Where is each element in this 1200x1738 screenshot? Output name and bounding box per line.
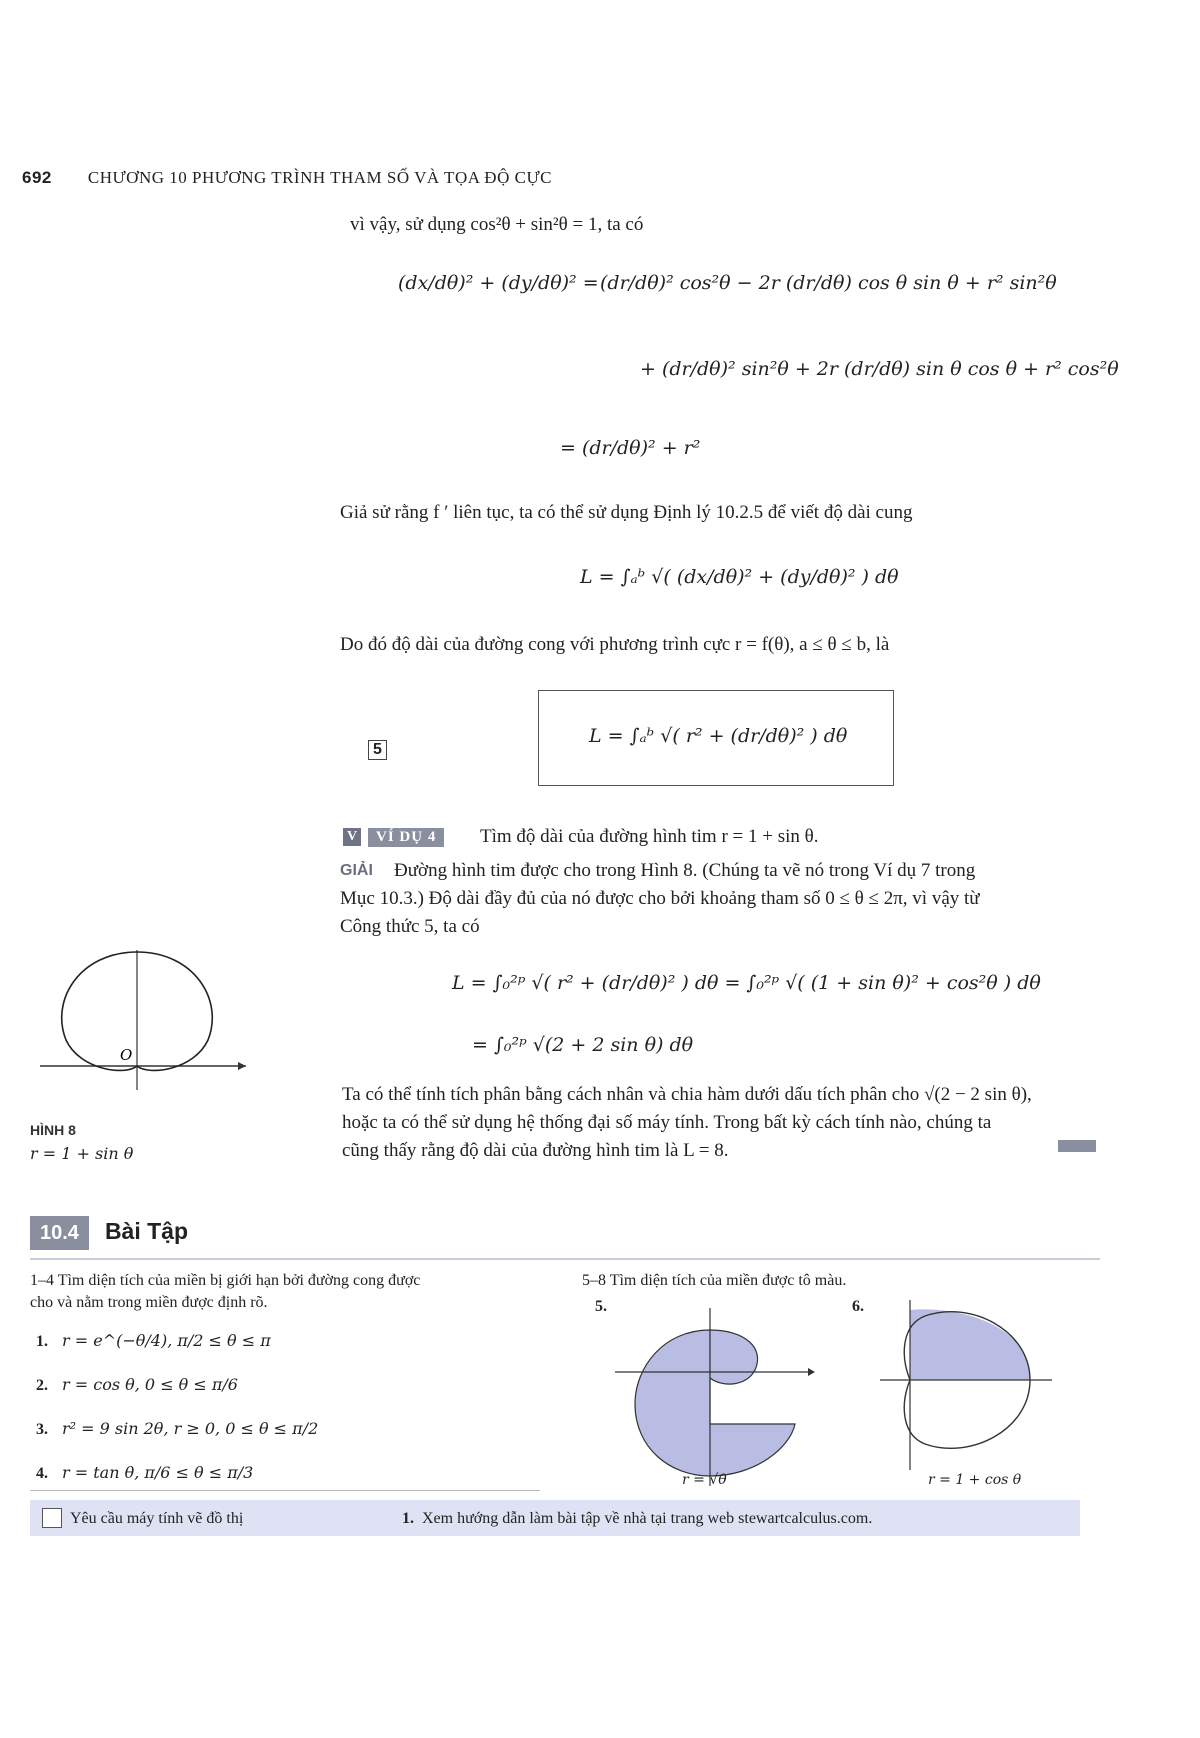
eq2-formula: L = ∫ₐᵇ √( (dx/dθ)² + (dy/dθ)² ) dθ bbox=[580, 566, 899, 588]
eq1-line2: + (dr/dθ)² sin²θ + 2r (dr/dθ) sin θ cos θ + r² cos²θ bbox=[640, 358, 1119, 380]
x-axis-arrow bbox=[808, 1368, 815, 1376]
eq1-left: (dx/dθ)² + (dy/dθ)² = bbox=[398, 272, 599, 294]
example-badge: VÍ DỤ 4 bbox=[368, 828, 444, 847]
origin-label: O bbox=[120, 1046, 133, 1064]
exercises-left-intro bbox=[30, 1270, 500, 1314]
exercise-6-number: 6. bbox=[852, 1298, 864, 1315]
figure-8-subcaption: r = 1 + sin θ bbox=[30, 1144, 134, 1163]
solution-line-1: Đường hình tim được cho trong Hình 8. (Chúng ta vẽ nó trong Ví dụ 7 trong bbox=[394, 860, 976, 881]
integral-line-2: = ∫₀²ᵖ √(2 + 2 sin θ) dθ bbox=[472, 1034, 694, 1056]
exercise-text: r² = 9 sin 2θ, r ≥ 0, 0 ≤ θ ≤ π/2 bbox=[62, 1419, 319, 1438]
figure-6-caption: r = 1 + cos θ bbox=[928, 1472, 1022, 1488]
eq5-formula: L = ∫ₐᵇ √( r² + (dr/dθ)² ) dθ bbox=[589, 725, 848, 747]
paragraph-arc-length: Giả sử rằng f ′ liên tục, ta có thể sử dụng Định lý 10.2.5 để viết độ dài cung bbox=[340, 502, 913, 523]
graphing-calculator-icon bbox=[42, 1508, 62, 1528]
section-number: 10.4 bbox=[30, 1216, 89, 1250]
exercise-number: 2. bbox=[36, 1377, 48, 1394]
example-statement: Tìm độ dài của đường hình tim r = 1 + sin θ. bbox=[480, 826, 819, 847]
figure-8-caption: HÌNH 8 bbox=[30, 1122, 76, 1138]
exercise-3 bbox=[36, 1418, 318, 1441]
exercise-number: 3. bbox=[36, 1421, 48, 1438]
exercise-4 bbox=[36, 1462, 253, 1485]
conclusion-line-2: hoặc ta có thể sử dụng hệ thống đại số máy tính. Trong bất kỳ cách tính nào, chúng ta bbox=[342, 1112, 992, 1133]
paragraph-polar-length: Do đó độ dài của đường cong với phương trình cực r = f(θ), a ≤ θ ≤ b, là bbox=[340, 634, 890, 655]
spiral-lobe bbox=[710, 1330, 758, 1384]
integral-line-1: L = ∫₀²ᵖ √( r² + (dr/dθ)² ) dθ = ∫₀²ᵖ √( (1 + sin θ)² + cos²θ ) dθ bbox=[452, 972, 1041, 994]
section-title: Bài Tập bbox=[104, 1218, 189, 1244]
page-header bbox=[22, 168, 552, 188]
exercise-text: r = e^(−θ/4), π/2 ≤ θ ≤ π bbox=[62, 1331, 271, 1350]
exercise-text: r = cos θ, 0 ≤ θ ≤ π/6 bbox=[62, 1375, 238, 1394]
footer-band bbox=[30, 1500, 1080, 1536]
exercises-left-intro-1: 1–4 Tìm diện tích của miền bị giới hạn bởi đường cong được bbox=[30, 1272, 421, 1289]
eq1-line3: = (dr/dθ)² + r² bbox=[560, 437, 701, 459]
figure-5-caption: r = √θ bbox=[682, 1472, 727, 1488]
exercise-5-number: 5. bbox=[595, 1298, 607, 1315]
exercises-left-intro-2: cho và nằm trong miền được định rõ. bbox=[30, 1294, 268, 1311]
eq1-right: (dr/dθ)² cos²θ − 2r (dr/dθ) cos θ sin θ + r² sin²θ bbox=[600, 272, 1057, 294]
figure-8-cardioid bbox=[40, 940, 250, 1100]
section-header bbox=[30, 1218, 1100, 1260]
exercise-number: 4. bbox=[36, 1465, 48, 1482]
figure-6-cardioid bbox=[880, 1300, 1080, 1475]
example-marker: V bbox=[343, 828, 361, 846]
divider bbox=[30, 1490, 540, 1491]
footer-left: Yêu cầu máy tính vẽ đồ thị bbox=[70, 1510, 244, 1527]
footer-right: Xem hướng dẫn làm bài tập về nhà tại trang web stewartcalculus.com. bbox=[422, 1510, 873, 1527]
exercise-text: r = tan θ, π/6 ≤ θ ≤ π/3 bbox=[62, 1463, 254, 1482]
footer-right-number: 1. bbox=[402, 1510, 414, 1527]
solution-line-3: Công thức 5, ta có bbox=[340, 916, 480, 937]
solution-label: GIẢI bbox=[340, 862, 373, 879]
page-number: 692 bbox=[22, 168, 52, 187]
conclusion-line-1: Ta có thể tính tích phân bằng cách nhân và chia hàm dưới dấu tích phân cho √(2 − 2 sin θ), bbox=[342, 1084, 1032, 1105]
x-axis-arrow bbox=[238, 1062, 246, 1070]
conclusion-line-3: cũng thấy rằng độ dài của đường hình tim là L = 8. bbox=[342, 1140, 729, 1161]
chapter-title: CHƯƠNG 10 PHƯƠNG TRÌNH THAM SỐ VÀ TỌA ĐỘ CỰC bbox=[87, 168, 552, 187]
exercise-1 bbox=[36, 1330, 271, 1353]
exercise-2 bbox=[36, 1374, 238, 1397]
exercise-number: 1. bbox=[36, 1333, 48, 1350]
solution-line-2: Mục 10.3.) Độ dài đầy đủ của nó được cho bởi khoảng tham số 0 ≤ θ ≤ 2π, vì vậy từ bbox=[340, 888, 980, 909]
intro-text: vì vậy, sử dụng cos²θ + sin²θ = 1, ta có bbox=[350, 214, 644, 235]
end-of-example-marker bbox=[1058, 1140, 1096, 1152]
exercises-right-intro: 5–8 Tìm diện tích của miền được tô màu. bbox=[582, 1272, 847, 1289]
figure-5-spiral bbox=[615, 1308, 825, 1488]
equation-box bbox=[538, 690, 894, 786]
shaded-region bbox=[910, 1309, 1030, 1380]
equation-label: 5 bbox=[368, 740, 387, 760]
